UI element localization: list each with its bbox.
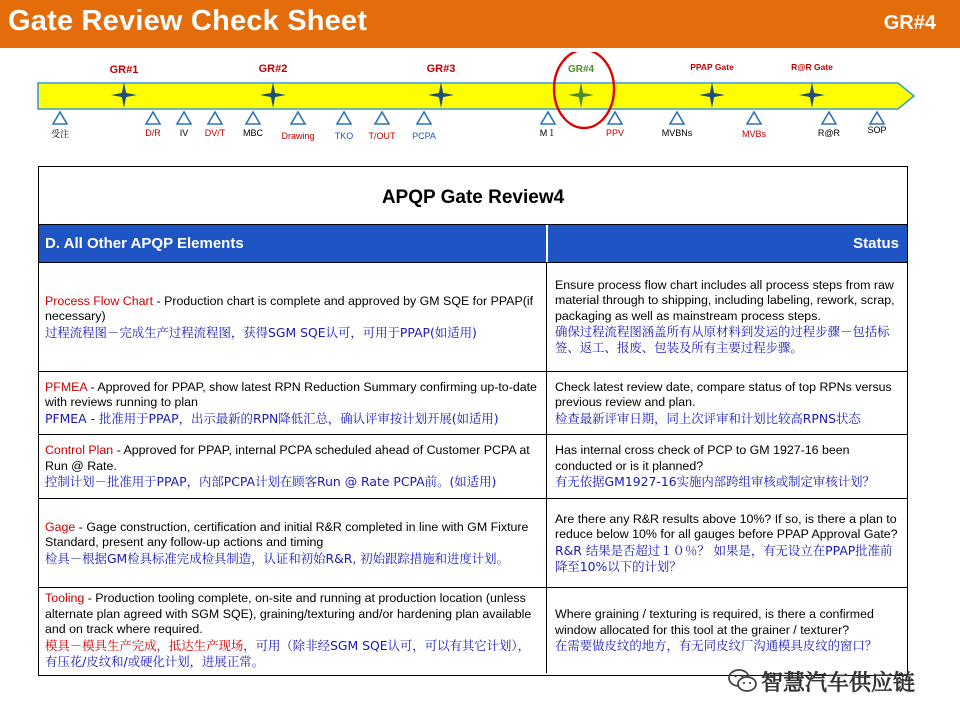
column-header-elements: D. All Other APQP Elements (45, 235, 244, 252)
element-description: - Approved for PPAP, show latest RPN Reduction Summary confirming up-to-date with reviews running to plan (45, 379, 537, 409)
milestone-marker-icon (541, 112, 555, 124)
gate-label: GR#4 (567, 64, 595, 75)
title-bar (0, 0, 960, 48)
element-description-cn: ，可用（除非经SGM SQE认可，可以有其它计划），有压花/皮纹和/或硬化计划，进展正常。 (45, 637, 531, 669)
milestone-label: PPV (605, 128, 625, 138)
milestone-marker-icon (208, 112, 222, 124)
milestone-label: MVBs (741, 129, 767, 139)
element-description: - Approved for PPAP, internal PCPA scheduled ahead of Customer PCPA at Run @ Rate. (45, 443, 530, 473)
gate-label: GR#3 (426, 63, 456, 75)
element-cell (39, 588, 547, 673)
watermark (728, 664, 948, 694)
milestone-label: SOP (867, 125, 887, 135)
status-cell (547, 435, 907, 498)
milestone-label: DV/T (204, 128, 226, 138)
element-name: PFMEA (45, 379, 87, 394)
gate-label: PPAP Gate (690, 62, 734, 72)
milestone-marker-icon (177, 112, 191, 124)
status-text-cn: 检查最新评审日期，同上次评审和计划比较高RPNS状态 (555, 410, 861, 426)
element-description: - Gage construction, certification and initial R&R completed in line with GM Fixture Standard, present any follow-up actions and timing (45, 519, 529, 549)
gate-label: GR#2 (258, 63, 288, 75)
milestone-marker-icon (608, 112, 622, 124)
timeline-arrow (38, 83, 914, 109)
status-text: Ensure process flow chart includes all process steps from raw material through to shipping, including labeling, rework, scrap, packaging as well as mainstream process steps. (555, 277, 895, 323)
milestone-label: Drawing (281, 131, 315, 141)
element-name: Control Plan (45, 443, 114, 457)
status-text-cn: 确保过程流程图涵盖所有从原材料到发运的过程步骤－包括标签、返工、报废、包装及所有主要过程步骤。 (555, 324, 890, 356)
gate-label: GR#1 (109, 64, 139, 76)
review-panel (38, 166, 908, 676)
status-cell (547, 588, 907, 673)
status-cell (547, 499, 907, 587)
milestone-label: MBC (243, 128, 263, 138)
milestone-marker-icon (375, 112, 389, 124)
table-row (39, 434, 907, 498)
gate-label: R@R Gate (791, 62, 833, 72)
element-cell (39, 263, 547, 371)
element-name: Process Flow Chart (45, 293, 154, 308)
status-text-cn: R&R 结果是否超过１０％？ 如果是，有无设立在PPAP批准前降至10%以下的计划？ (555, 542, 893, 574)
milestone-marker-icon (291, 112, 305, 124)
milestone-marker-icon (146, 112, 160, 124)
element-description-cn: 过程流程图－完成生产过程流程图，获得SGM SQE认可，可用于PPAP(如适用) (45, 324, 477, 340)
element-description: - Production chart is complete and approved by GM SQE for PPAP(if necessary) (45, 293, 534, 323)
panel-title: APQP Gate Review4 (381, 187, 565, 208)
status-text-cn: 在需要做皮纹的地方，有无同皮纹厂沟通模具皮纹的窗口？ (555, 638, 878, 653)
status-text: Check latest review date, compare status of top RPNs versus previous review and plan. (555, 379, 892, 409)
gate-code: GR#4 (883, 12, 936, 34)
element-cell (39, 372, 547, 434)
status-text-cn: 有无依据GM1927-16实施内部跨组审核或制定审核计划？ (555, 474, 875, 489)
milestone-label: MVBNs (661, 128, 693, 138)
element-description-cn: PFMEA - 批准用于PPAP，出示最新的RPN降低汇总，确认评审按计划开展(如适用) (45, 410, 499, 426)
milestone-label: PCPA (412, 131, 436, 141)
milestone-label: M１ (539, 128, 557, 138)
wechat-logo-icon (728, 668, 758, 694)
element-description-cn: 检具－根据GM检具标准完成检具制造，认证和初始R&R, 初始跟踪措施和进度计划。 (45, 550, 509, 566)
milestone-label: IV (179, 128, 189, 138)
table-body (39, 262, 907, 673)
milestone-label: 受注 (50, 129, 70, 139)
gate-timeline (0, 52, 960, 152)
status-text: Where graining / texturing is required, is there a confirmed window allocated for this tool at the grainer / texturer? (555, 607, 874, 637)
milestone-label: TKO (334, 131, 354, 141)
element-description-cn-highlight: 模具－模具生产完成，抵达生产现场 (45, 637, 244, 653)
milestone-label: T/OUT (368, 131, 396, 141)
table-row (39, 587, 907, 673)
page-title: Gate Review Check Sheet (8, 5, 368, 37)
status-cell (547, 372, 907, 434)
element-description-cn: 控制计划－批准用于PPAP，内部PCPA计划在顾客Run @ Rate PCPA前。(如适用) (45, 474, 497, 489)
milestone-marker-icon (53, 112, 67, 124)
element-name: Tooling (45, 591, 85, 606)
status-text: Are there any R&R results above 10%? If so, is there a plan to reduce below 10% for all gauges before PPAP Approval Gate? (555, 511, 898, 541)
milestone-marker-icon (870, 112, 884, 124)
table-row (39, 262, 907, 371)
column-header-status: Status (853, 235, 899, 252)
milestone-marker-icon (747, 112, 761, 124)
element-description: - Production tooling complete, on-site and running at production location (unless alternate plan agreed with SGM SQE), graining/texturing and/or hardening plan available and on track where required. (45, 591, 532, 637)
element-name: Gage (45, 519, 76, 534)
header-divider (546, 225, 548, 263)
table-row (39, 371, 907, 434)
milestone-marker-icon (246, 112, 260, 124)
milestone-label: R@R (817, 128, 841, 138)
status-cell (547, 263, 907, 371)
milestone-marker-icon (337, 112, 351, 124)
watermark-text: 智慧汽车供应链 (761, 671, 916, 696)
milestone-marker-icon (670, 112, 684, 124)
status-text: Has internal cross check of PCP to GM 1927-16 been conducted or is it planned? (555, 443, 850, 473)
element-cell (39, 435, 547, 498)
milestone-marker-icon (822, 112, 836, 124)
table-row (39, 498, 907, 587)
element-cell (39, 499, 547, 587)
milestone-marker-icon (417, 112, 431, 124)
milestone-label: D/R (145, 128, 161, 138)
table-header (39, 224, 907, 262)
